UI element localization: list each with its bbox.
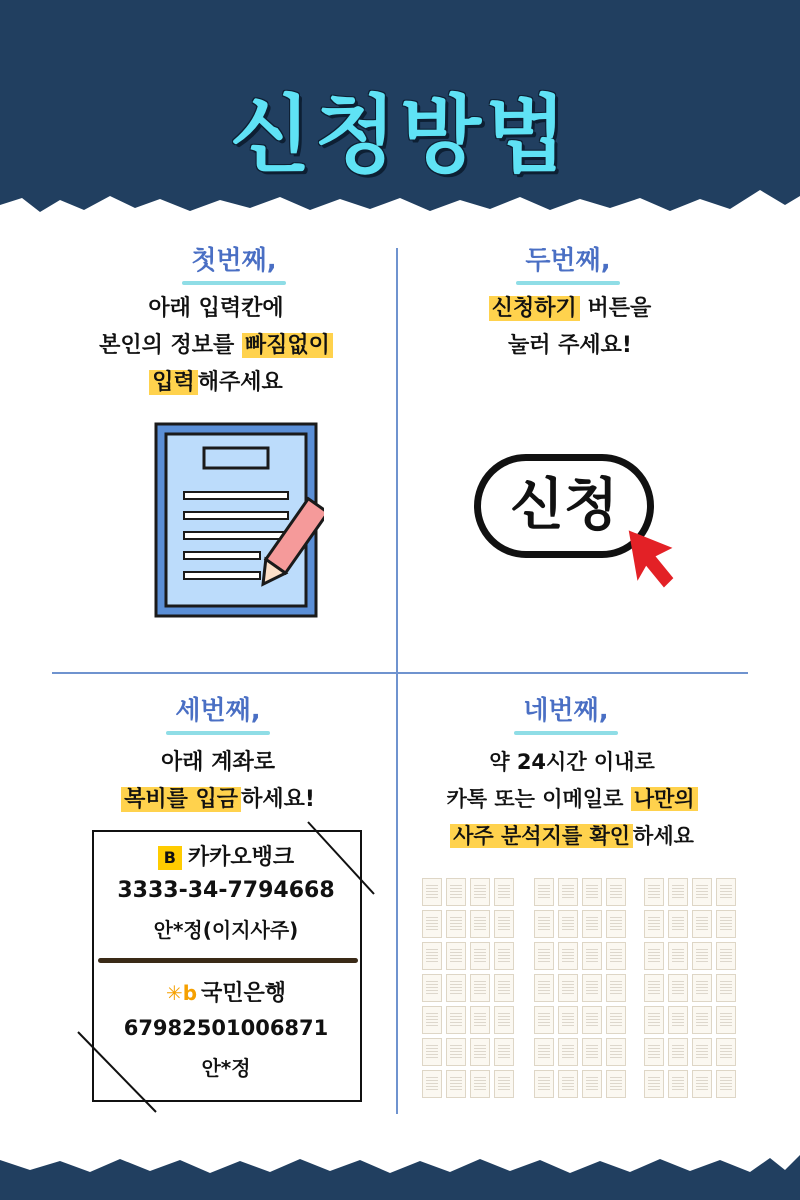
report-page-thumbnail [606,942,626,970]
report-page-thumbnail [470,910,490,938]
report-page-thumbnail [558,1006,578,1034]
step4-underline [514,731,618,735]
report-page-thumbnail [644,1070,664,1098]
report-page-thumbnail [534,1070,554,1098]
apply-button[interactable]: 신청 [474,454,654,558]
report-page-thumbnail [534,910,554,938]
report-preview-group-3 [644,878,736,1098]
kb-bank-row [92,976,360,1007]
report-page-thumbnail [716,974,736,1002]
step4-line: 하세요 [633,824,694,848]
vertical-divider [396,248,398,1114]
report-page-thumbnail [692,1038,712,1066]
report-page-thumbnail [446,942,466,970]
step4-line: 카톡 또는 이메일로 [446,787,631,811]
report-page-thumbnail [582,974,602,1002]
step1-line: 해주세요 [197,370,283,395]
report-page-thumbnail [422,878,442,906]
kakao-bank-name: 카카오뱅크 [187,845,295,870]
report-page-thumbnail [606,878,626,906]
report-page-thumbnail [558,1038,578,1066]
step2-title [468,240,668,285]
report-page-thumbnail [668,910,688,938]
report-page-thumbnail [644,1006,664,1034]
report-page-thumbnail [668,878,688,906]
report-page-thumbnail [422,942,442,970]
report-page-thumbnail [470,1038,490,1066]
step2-underline [516,281,620,285]
kakao-account-holder: 안*정(이지사주) [153,918,299,942]
step3-line: 아래 계좌로 [161,750,275,775]
step2-description [402,290,738,364]
report-page-thumbnail [534,1038,554,1066]
step3-title [118,690,318,735]
report-page-thumbnail [644,942,664,970]
report-page-thumbnail [446,878,466,906]
kb-account-number: 67982501006871 [123,1016,329,1040]
report-page-thumbnail [470,1006,490,1034]
report-page-thumbnail [582,910,602,938]
step3-label: 세번째, [175,696,261,726]
step3-description [44,744,392,818]
report-page-thumbnail [446,1070,466,1098]
report-page-thumbnail [692,1006,712,1034]
report-page-thumbnail [644,974,664,1002]
report-page-thumbnail [668,1006,688,1034]
report-page-thumbnail [716,1006,736,1034]
step4-description [404,744,740,855]
report-page-thumbnail [422,1038,442,1066]
report-page-thumbnail [470,878,490,906]
step1-label: 첫번째, [191,246,277,276]
step3-highlight: 복비를 입금 [121,787,241,812]
report-page-thumbnail [446,1006,466,1034]
report-page-thumbnail [692,942,712,970]
report-page-thumbnail [422,1070,442,1098]
report-page-thumbnail [606,1006,626,1034]
horizontal-divider [52,672,748,674]
step1-highlight: 빠짐없이 [242,333,333,358]
step1-description [40,290,392,401]
clipboard-form-icon [154,420,324,620]
report-page-thumbnail [716,878,736,906]
step4-highlight: 나만의 [631,787,698,811]
report-page-thumbnail [716,1038,736,1066]
report-page-thumbnail [446,974,466,1002]
step3-line: 하세요! [241,787,315,812]
report-page-thumbnail [668,942,688,970]
report-page-thumbnail [494,910,514,938]
kakao-account-number: 3333-34-7794668 [117,878,335,903]
report-page-thumbnail [470,1070,490,1098]
report-page-thumbnail [606,1038,626,1066]
report-page-thumbnail [606,910,626,938]
report-page-thumbnail [582,1038,602,1066]
step1-title [134,240,334,285]
report-page-thumbnail [494,942,514,970]
report-page-thumbnail [534,878,554,906]
report-page-thumbnail [558,910,578,938]
step4-highlight: 사주 분석지를 확인 [450,824,633,848]
step2-line: 버튼을 [579,296,652,321]
report-preview-group-1 [422,878,514,1098]
step1-underline [182,281,286,285]
report-page-thumbnail [470,942,490,970]
report-page-thumbnail [446,910,466,938]
step2-label: 두번째, [525,246,611,276]
report-page-thumbnail [582,878,602,906]
step1-line: 본인의 정보를 [99,333,242,358]
report-page-thumbnail [558,974,578,1002]
report-page-thumbnail [692,878,712,906]
report-page-thumbnail [692,910,712,938]
report-page-thumbnail [422,910,442,938]
report-page-thumbnail [668,1070,688,1098]
report-page-thumbnail [606,974,626,1002]
report-page-thumbnail [644,1038,664,1066]
report-page-thumbnail [582,942,602,970]
kb-bank-name: 국민은행 [201,981,287,1006]
report-page-thumbnail [534,942,554,970]
kb-star-icon: ✳b [165,981,198,1005]
report-page-thumbnail [716,942,736,970]
report-page-thumbnail [668,1038,688,1066]
report-page-thumbnail [494,1038,514,1066]
report-page-thumbnail [644,910,664,938]
report-page-thumbnail [582,1006,602,1034]
report-page-thumbnail [422,974,442,1002]
step4-title [466,690,666,735]
step1-line: 아래 입력칸에 [148,296,284,321]
step2-highlight: 신청하기 [489,296,580,321]
report-page-thumbnail [494,878,514,906]
report-page-thumbnail [716,910,736,938]
report-page-thumbnail [494,1070,514,1098]
report-page-thumbnail [470,974,490,1002]
page-title: 신청방법 [229,86,571,184]
step2-line: 눌러 주세요! [508,333,632,358]
report-page-thumbnail [446,1038,466,1066]
report-page-thumbnail [558,1070,578,1098]
kakao-bank-row [92,840,360,871]
report-page-thumbnail [422,1006,442,1034]
report-page-thumbnail [716,1070,736,1098]
account-separator [98,958,358,963]
step3-underline [166,731,270,735]
report-page-thumbnail [644,878,664,906]
kb-account-holder: 안*정 [201,1056,251,1080]
report-page-thumbnail [692,1070,712,1098]
report-page-thumbnail [534,1006,554,1034]
report-page-thumbnail [606,1070,626,1098]
step4-label: 네번째, [523,696,609,726]
report-page-thumbnail [558,942,578,970]
report-page-thumbnail [494,974,514,1002]
report-page-thumbnail [558,878,578,906]
report-page-thumbnail [534,974,554,1002]
step1-highlight: 입력 [149,370,198,395]
report-page-thumbnail [582,1070,602,1098]
step4-line: 약 24시간 이내로 [489,750,655,774]
kakao-bank-icon: B [158,846,182,870]
report-page-thumbnail [494,1006,514,1034]
report-page-thumbnail [668,974,688,1002]
report-page-thumbnail [692,974,712,1002]
report-preview-group-2 [534,878,626,1098]
cursor-arrow-icon [626,528,676,592]
